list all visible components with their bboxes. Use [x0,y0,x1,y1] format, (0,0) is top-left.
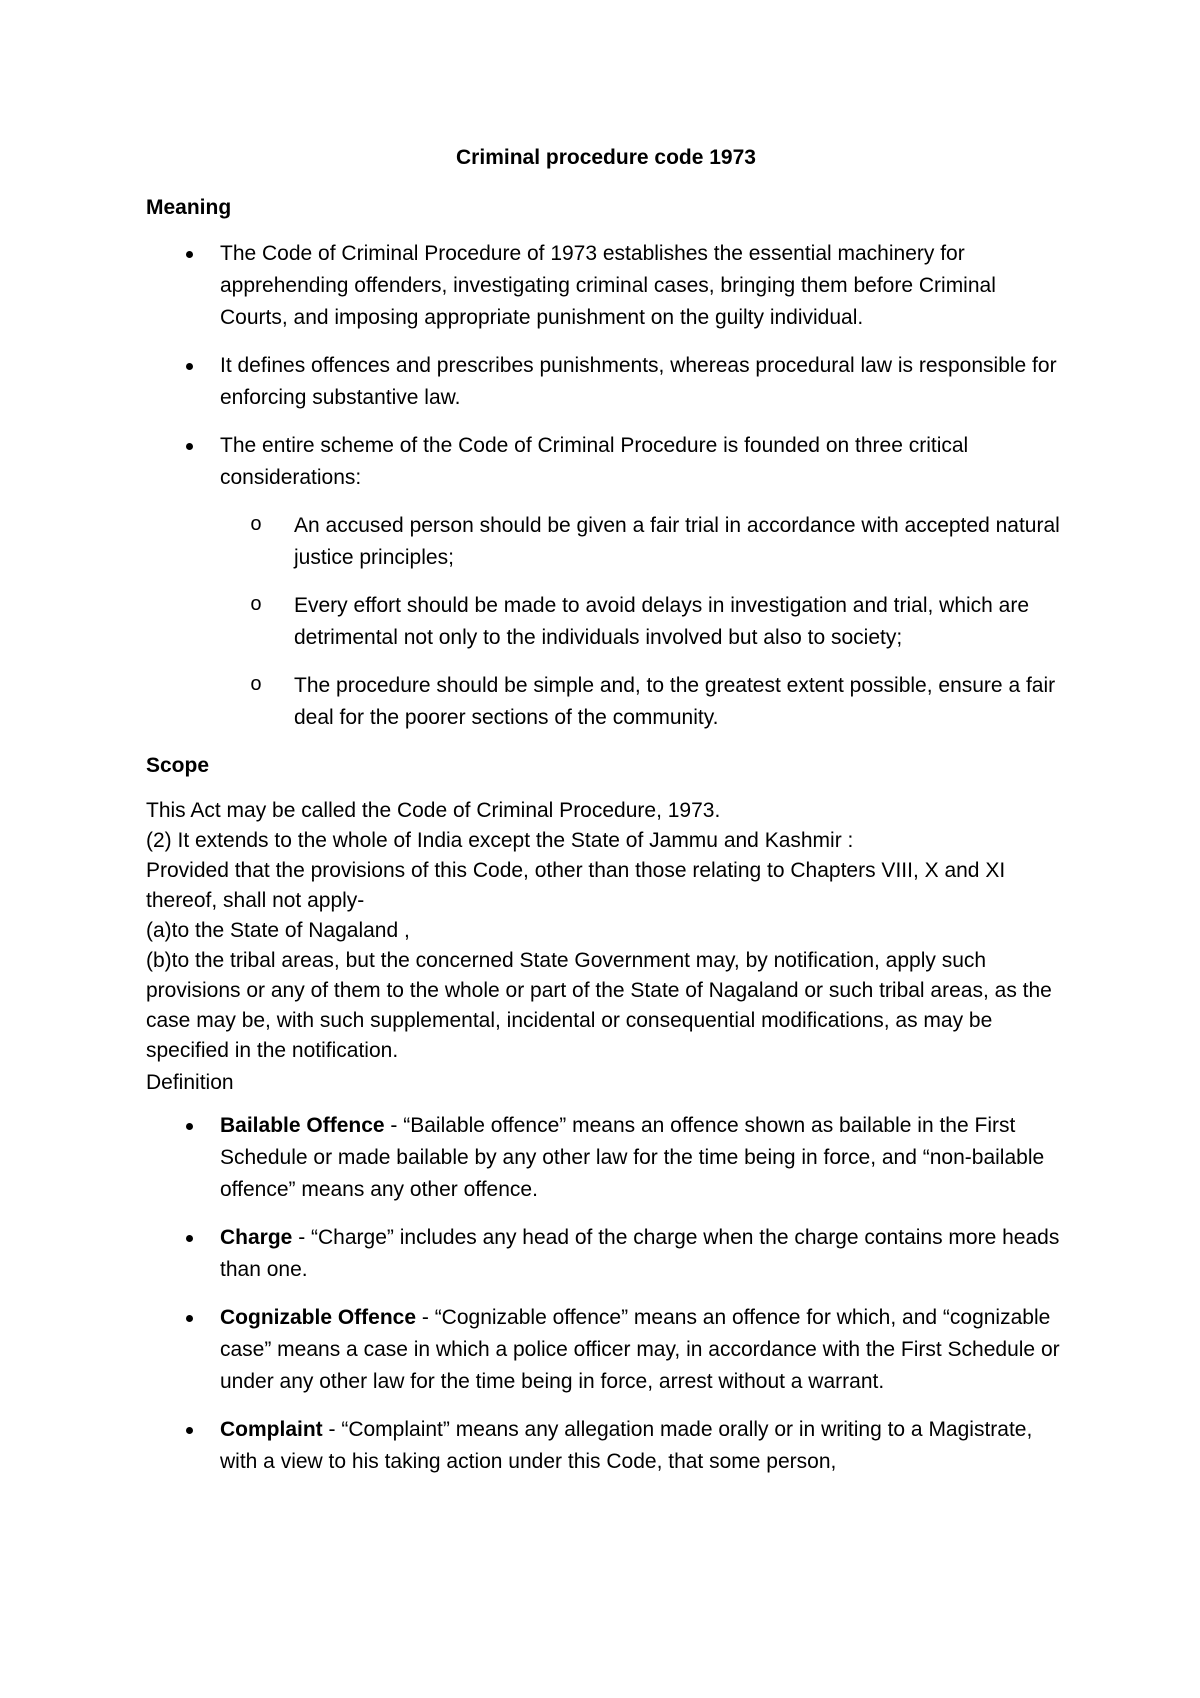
list-item: The Code of Criminal Procedure of 1973 establishes the essential machinery for apprehending offenders, investigating criminal cases, bringing them before Criminal Courts, and imposing appropriate punishment on the guilty individual. [146,238,1066,334]
definition-item [146,1110,1066,1206]
definition-text: - “Bailable offence” means an offence shown as bailable in the First Schedule or made bailable by any other law for the time being in force, and “non-bailable offence” means any other offence. [220,1114,1045,1201]
definition-heading: Definition [146,1071,234,1094]
circle-bullet-icon: o [250,674,263,697]
list-item: It defines offences and prescribes punishments, whereas procedural law is responsible for enforcing substantive law. [146,350,1066,414]
circle-bullet-icon: o [250,514,263,537]
bullet-icon [186,1123,193,1130]
scope-paragraph: Provided that the provisions of this Code, other than those relating to Chapters VIII, X and XI thereof, shall not apply- [146,859,1006,912]
scope-paragraph: (a)to the State of Nagaland , [146,919,410,942]
definition-term: Complaint [220,1418,323,1441]
list-item: The entire scheme of the Code of Criminal Procedure is founded on three critical considerations: o An accused person should be given a fair trial in accordance with accepted natural justice principles; o Every effort should be made to avoid delays in investigation and trial, which are detrimental not only to the individuals involved but also to society; o The procedure should be simple and, to the greatest extent possible, ensure a fair deal for the poorer sections of the community. [146,430,1066,734]
definition-term: Charge [220,1226,293,1249]
definition-item [146,1414,1066,1478]
circle-bullet-icon: o [250,594,263,617]
bullet-icon [186,251,193,258]
bullet-icon [186,1315,193,1322]
scope-heading: Scope [146,754,210,777]
bullet-icon [186,1235,193,1242]
sub-list-item: o An accused person should be given a fair trial in accordance with accepted natural justice principles; [220,510,1066,574]
document-title: Criminal procedure code 1973 [456,146,756,169]
scope-paragraph: (2) It extends to the whole of India except the State of Jammu and Kashmir : [146,829,854,852]
bullet-icon [186,363,193,370]
definition-item [146,1302,1066,1398]
sub-list-item: o Every effort should be made to avoid delays in investigation and trial, which are detrimental not only to the individuals involved but also to society; [220,590,1066,654]
definition-term: Bailable Offence [220,1114,385,1137]
meaning-heading: Meaning [146,196,232,219]
meaning-list [146,238,1066,734]
definition-text: - “Complaint” means any allegation made orally or in writing to a Magistrate, with a view to his taking action under this Code, that some person, [220,1418,1033,1473]
definition-item [146,1222,1066,1286]
definition-text: - “Charge” includes any head of the charge when the charge contains more heads than one. [220,1226,1060,1281]
sub-list-item: o The procedure should be simple and, to the greatest extent possible, ensure a fair deal for the poorer sections of the community. [220,670,1066,734]
scope-paragraph: (b)to the tribal areas, but the concerned State Government may, by notification, apply such provisions or any of them to the whole or part of the State of Nagaland or such tribal areas, as the case may be, with such supplemental, incidental or consequential modifications, as may be specified in the notification. [146,949,1052,1062]
definition-text: - “Cognizable offence” means an offence for which, and “cognizable case” means a case in which a police officer may, in accordance with the First Schedule or under any other law for the time being in force, arrest without a warrant. [220,1306,1060,1393]
bullet-icon [186,443,193,450]
bullet-icon [186,1427,193,1434]
definition-list [146,1110,1066,1478]
document-body [146,142,1066,1494]
definition-term: Cognizable Offence [220,1306,417,1329]
scope-paragraph: This Act may be called the Code of Criminal Procedure, 1973. [146,799,721,822]
considerations-list [220,510,1066,734]
